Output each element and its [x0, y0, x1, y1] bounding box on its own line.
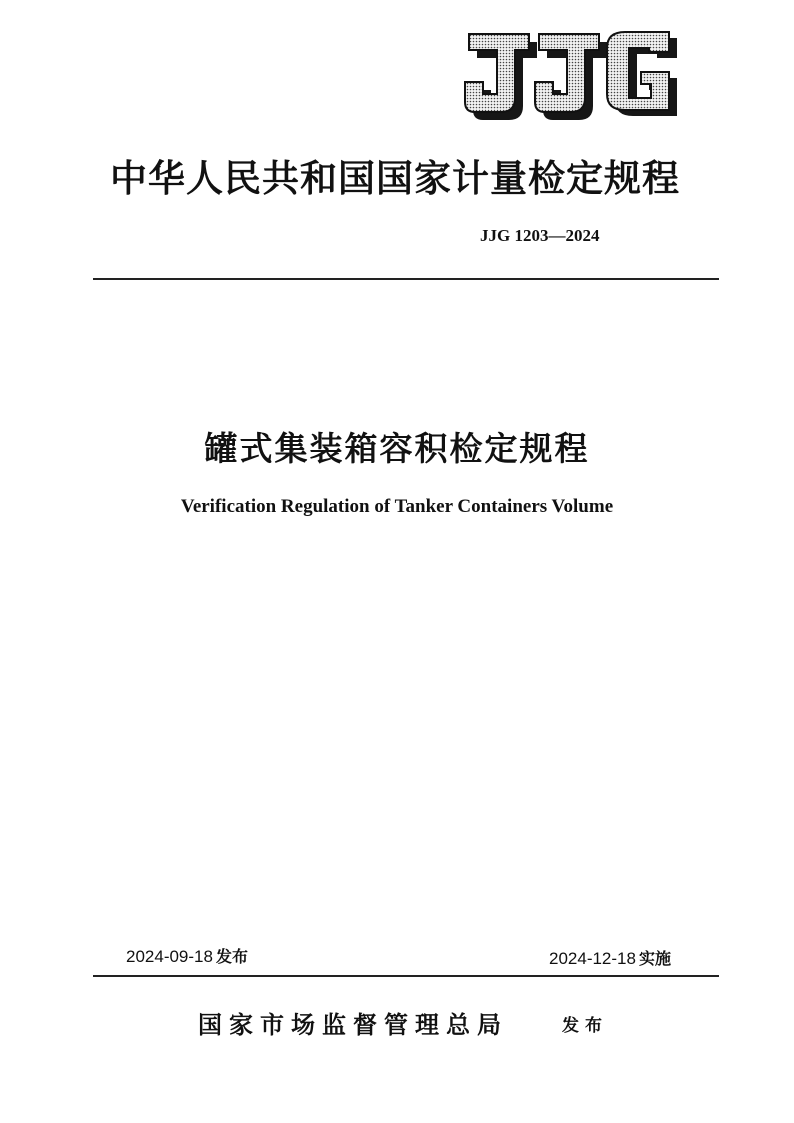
regulation-title-cn: 罐式集装箱容积检定规程 [204, 429, 590, 468]
bottom-divider [93, 975, 719, 977]
regulation-title-en: Verification Regulation of Tanker Containers Volume [180, 496, 614, 517]
issue-date-line [126, 944, 248, 967]
effective-date: 2024-12-18 [549, 949, 636, 968]
issue-date: 2024-09-18 [126, 947, 213, 966]
national-regulation-title: 中华人民共和国国家计量检定规程 [110, 157, 680, 200]
jjg-logo [463, 28, 681, 124]
letter-g [607, 32, 669, 110]
issue-label: 发布 [215, 947, 248, 966]
effective-label: 实施 [638, 949, 671, 968]
publisher-suffix: 发布 [562, 1016, 608, 1036]
top-divider [93, 278, 719, 280]
publisher-name: 国家市场监督管理总局 [198, 1011, 508, 1039]
document-number: JJG 1203—2024 [480, 226, 600, 245]
effective-date-line [549, 946, 671, 969]
